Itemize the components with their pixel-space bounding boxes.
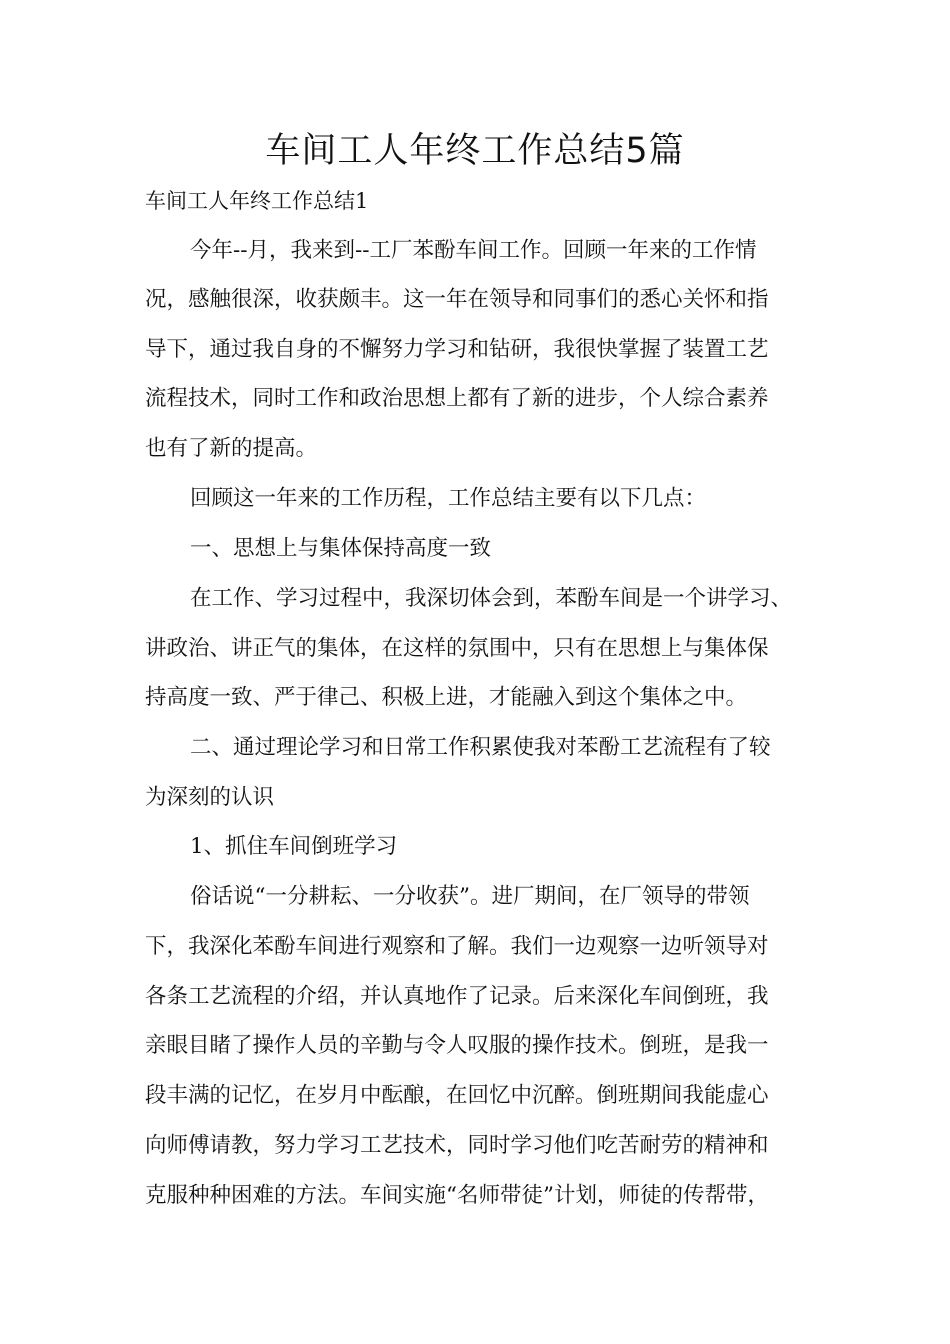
paragraph-line: 克服种种困难的方法。车间实施“名师带徒”计划，师徒的传帮带， [145, 1183, 769, 1208]
paragraph-line: 俗话说“一分耕耘、一分收获”。进厂期间，在厂领导的带领 [190, 884, 750, 909]
subheading-line: 二、通过理论学习和日常工作积累使我对苯酚工艺流程有了较 [190, 735, 771, 760]
paragraph-line: 向师傅请教，努力学习工艺技术，同时学习他们吃苦耐劳的精神和 [145, 1133, 769, 1158]
paragraph-line: 回顾这一年来的工作历程，工作总结主要有以下几点： [190, 486, 707, 511]
document-title: 车间工人年终工作总结5篇 [265, 131, 685, 171]
paragraph-line: 亲眼目睹了操作人员的辛勤与令人叹服的操作技术。倒班，是我一 [145, 1033, 769, 1058]
subheading-line: 1、抓住车间倒班学习 [190, 834, 398, 859]
paragraph-line: 也有了新的提高。 [145, 436, 318, 461]
paragraph-line: 讲政治、讲正气的集体，在这样的氛围中，只有在思想上与集体保 [145, 636, 769, 661]
paragraph-line: 在工作、学习过程中，我深切体会到，苯酚车间是一个讲学习、 [190, 586, 793, 611]
section-heading: 车间工人年终工作总结1 [145, 189, 369, 213]
paragraph-line: 下，我深化苯酚车间进行观察和了解。我们一边观察一边听领导对 [145, 934, 769, 959]
subheading-line: 一、思想上与集体保持高度一致 [190, 536, 492, 561]
paragraph-line: 今年--月，我来到--工厂苯酚车间工作。回顾一年来的工作情 [190, 238, 757, 263]
paragraph-line: 导下，通过我自身的不懈努力学习和钻研，我很快掌握了装置工艺 [145, 337, 769, 362]
paragraph-line: 持高度一致、严于律己、积极上进，才能融入到这个集体之中。 [145, 685, 748, 710]
paragraph-line: 流程技术，同时工作和政治思想上都有了新的进步，个人综合素养 [145, 386, 769, 411]
paragraph-line: 各条工艺流程的介绍，并认真地作了记录。后来深化车间倒班，我 [145, 984, 769, 1009]
paragraph-line: 段丰满的记忆，在岁月中酝酿，在回忆中沉醉。倒班期间我能虚心 [145, 1083, 769, 1108]
subheading-line: 为深刻的认识 [145, 785, 275, 810]
paragraph-line: 况，感触很深，收获颇丰。这一年在领导和同事们的悉心关怀和指 [145, 287, 769, 312]
